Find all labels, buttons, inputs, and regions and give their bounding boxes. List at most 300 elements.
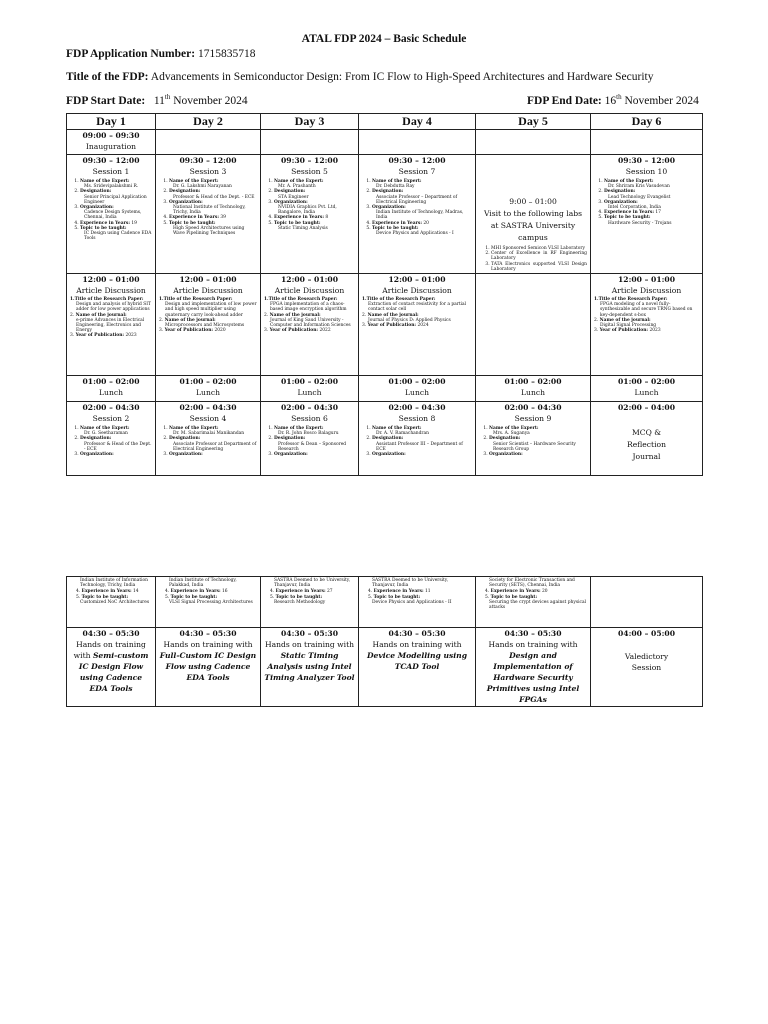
detail-label: Organization:	[80, 452, 114, 458]
detail-label: Topic to be taught:	[274, 220, 321, 226]
detail-item	[274, 200, 355, 216]
detail-value: Dr. G. Seetharaman	[84, 431, 128, 437]
session-title: Session 6	[291, 414, 328, 424]
journal-name: Microprocessors and Microsystems	[165, 323, 245, 329]
research-paper-details	[159, 297, 257, 333]
paper-title: FPGA modeling of a novel fully-synthesizable and secure TRNG based on key-dependent s-box	[600, 302, 693, 318]
detail-value: Device Physics and Applications - I	[376, 231, 454, 237]
detail-label: Topic to be taught:	[372, 225, 419, 231]
continued-cell-2	[156, 577, 261, 628]
paper-title-item	[70, 297, 152, 313]
session-time: 09:30 – 12:00	[82, 156, 140, 165]
year-item: 3. Year of Publication: 2022	[264, 328, 331, 334]
detail-value: 8	[325, 215, 329, 221]
detail-value: Senior Scientist – Hardware Security Research Group	[493, 441, 576, 452]
hands-on-text	[264, 639, 355, 683]
session-cell-3	[261, 155, 359, 274]
research-paper-details	[264, 297, 355, 333]
detail-value: Ms. Sridevipalakshmi R.	[84, 184, 139, 190]
expert-details	[264, 426, 355, 457]
detail-value: Dr. Shriram Kris Vasudevan	[608, 184, 670, 190]
session-cell-6	[591, 155, 703, 274]
detail-label: Topic to be taught:	[490, 594, 538, 600]
lunch-label: Lunch	[297, 388, 322, 398]
detail-item	[372, 205, 472, 221]
detail-item	[165, 595, 257, 605]
year-label: Year of Publication:	[367, 323, 417, 329]
empty-cell	[261, 130, 359, 155]
detail-label: Experience in Years:	[604, 210, 654, 216]
detail-item	[169, 200, 257, 216]
afternoon-cell-3	[261, 402, 359, 476]
hands-on-text	[159, 639, 257, 683]
lab-visit-cell	[476, 155, 591, 274]
hands-on-topic: Semi-custom IC Design Flow using Cadence EDA Tools	[78, 651, 149, 693]
expert-details	[594, 179, 699, 226]
session-title: Session 5	[291, 167, 328, 176]
detail-item	[274, 452, 355, 457]
hands-on-cell-6	[591, 628, 703, 707]
lab-visit-time: 9:00 – 01:00	[509, 197, 557, 206]
article-time: 12:00 – 01:00	[388, 275, 446, 285]
lunch-row	[67, 376, 703, 402]
detail-item	[80, 452, 152, 457]
detail-label: Organization:	[169, 452, 203, 458]
end-date-line	[527, 93, 699, 107]
hands-on-text	[479, 639, 587, 705]
expert-details	[70, 426, 152, 457]
hands-on-cell-3	[261, 628, 359, 707]
detail-label: Name of the Expert:	[169, 426, 219, 432]
start-date-rest: November 2024	[173, 94, 248, 107]
detail-value: Lead Technology Evangelist	[608, 194, 671, 200]
year-item: 3. Year of Publication: 2020	[159, 328, 226, 334]
article-cell-4	[359, 274, 476, 376]
detail-label: Name of the Expert:	[80, 179, 130, 184]
hands-on-topic: Device Modelling using TCAD Tool	[366, 651, 468, 671]
end-date-rest: November 2024	[624, 94, 699, 107]
paper-title-label: 1.Title of the Research Paper:	[362, 297, 436, 303]
detail-value: Dr. Debdutta Ray	[376, 184, 415, 190]
inauguration-label: Inauguration	[85, 142, 137, 151]
detail-item	[368, 595, 472, 605]
continued-details	[70, 578, 152, 605]
detail-item	[274, 426, 355, 436]
continued-cell-1	[67, 577, 156, 628]
journal-name: Journal of Physics D: Applied Physics	[368, 317, 451, 323]
end-date-sup: th	[616, 93, 622, 101]
detail-label: Topic to be taught:	[275, 594, 323, 600]
lab-item: 3. TATA Electronics supported VLSI Design Laboratory	[491, 262, 587, 272]
detail-label: Name of the Expert:	[274, 179, 324, 184]
session-time: 02:00 – 04:30	[504, 403, 562, 413]
hands-on-label: Hands on training with	[163, 640, 253, 649]
session-title: Session 8	[398, 414, 436, 424]
detail-value: Research Methodology	[274, 599, 326, 605]
fdp-title: Advancements in Semiconductor Design: From IC Flow to High-Speed Architectures and Hardware Security	[150, 71, 654, 83]
session-title: Session 3	[189, 167, 227, 176]
detail-item	[485, 595, 587, 611]
article-label: Article Discussion	[274, 286, 345, 296]
detail-label: Topic to be taught:	[80, 225, 127, 231]
detail-value: Professor & Dean – Sponsored Research	[278, 441, 347, 452]
continued-details-row	[67, 577, 703, 628]
research-paper-details	[594, 297, 699, 333]
hands-on-time: 04:30 – 05:30	[179, 629, 237, 638]
detail-value: 17	[655, 210, 661, 216]
inauguration-cell	[67, 130, 156, 155]
article-cell-5	[476, 274, 591, 376]
detail-label: Designation:	[274, 189, 306, 195]
detail-label: Organization:	[169, 199, 203, 205]
expert-details	[70, 179, 152, 241]
article-cell-3	[261, 274, 359, 376]
detail-value: Dr. A. V. Ramachandran	[376, 431, 429, 437]
article-cell-6	[591, 274, 703, 376]
lunch-cell-3	[261, 376, 359, 402]
hands-on-topic: Full-Custom IC Design Flow using Cadence EDA Tools	[159, 651, 257, 682]
detail-item	[270, 595, 355, 605]
article-label: Article Discussion	[611, 286, 682, 296]
detail-value: High Speed Architectures using Wave Pipelining Techniques	[173, 225, 245, 237]
detail-value: VLSI Signal Processing Architectures	[169, 599, 253, 605]
detail-item	[372, 179, 472, 189]
publication-year: 2023	[125, 333, 137, 339]
detail-value: 20	[541, 589, 548, 595]
organization-value: Indian Institute of Technology, Palakkad, India	[169, 578, 237, 589]
publication-year: 2023	[649, 328, 661, 334]
expert-details	[159, 426, 257, 457]
detail-value: Senior Principal Application Engineer	[84, 194, 147, 205]
detail-value: 11	[424, 589, 431, 595]
journal-name: Journal of King Saud University - Computer and Information Sciences	[270, 317, 351, 329]
research-paper-details	[70, 297, 152, 339]
detail-item	[274, 179, 355, 189]
session-time: 02:00 – 04:30	[82, 403, 140, 413]
article-time: 12:00 – 01:00	[281, 275, 338, 285]
afternoon-session-row	[67, 402, 703, 476]
end-date-label: FDP End Date:	[527, 94, 602, 107]
detail-value: Intel Corporation, India	[608, 205, 661, 211]
detail-value: IC Design using Cadence EDA Tools	[84, 231, 152, 242]
session-time: 02:00 – 04:30	[179, 403, 237, 413]
detail-value: 39	[220, 215, 226, 221]
lunch-time: 01:00 – 02:00	[388, 377, 446, 387]
start-date-label: FDP Start Date:	[66, 94, 146, 107]
session-time: 09:30 – 12:00	[618, 156, 675, 165]
detail-label: Experience in Years:	[274, 215, 324, 221]
hands-on-label: Hands on training with	[488, 640, 578, 649]
detail-value: Professor & Head of the Dept. - ECE	[84, 441, 152, 452]
detail-item	[80, 226, 152, 242]
article-label: Article Discussion	[382, 286, 452, 296]
detail-item	[169, 436, 257, 452]
publication-year: 2024	[417, 323, 429, 329]
day-header-4: Day 4	[359, 114, 476, 130]
detail-label: Organization:	[274, 452, 308, 458]
year-label: Year of Publication:	[269, 328, 319, 334]
hands-on-cell-1	[67, 628, 156, 707]
day-header-row	[67, 114, 703, 130]
paper-title: Design and implementation of low power and high speed multiplier using quaternary carry look-ahead adder	[165, 302, 257, 318]
expert-details	[165, 589, 257, 605]
detail-value: Static Timing Analysis	[278, 225, 328, 231]
detail-value: STA Engineer	[278, 194, 309, 200]
detail-label: Experience in Years:	[170, 589, 221, 595]
detail-label: Organization:	[489, 452, 523, 458]
detail-item	[80, 426, 152, 436]
detail-item	[80, 436, 152, 452]
detail-item	[372, 189, 472, 205]
continued-details	[159, 578, 257, 605]
mcq-reflection-journal: MCQ & Reflection Journal	[627, 428, 666, 462]
detail-item	[604, 179, 699, 189]
article-cell-1	[67, 274, 156, 376]
journal-label: Name of the journal:	[164, 317, 216, 323]
expert-details	[270, 589, 355, 605]
detail-item	[489, 452, 587, 457]
detail-item	[274, 221, 355, 231]
doc-title: ATAL FDP 2024 – Basic Schedule	[301, 33, 467, 45]
continued-details	[264, 578, 355, 605]
publication-year: 2022	[319, 328, 331, 334]
paper-title: Extraction of contact resistivity for a partial contact solar cell	[368, 302, 467, 313]
hands-on-topic: Design and Implementation of Hardware Security Primitives using Intel FPGAs	[486, 651, 580, 704]
day-header-5: Day 5	[476, 114, 591, 130]
paper-title-label: 1.Title of the Research Paper:	[594, 297, 668, 303]
detail-label: Topic to be taught:	[169, 220, 216, 226]
lunch-cell-1	[67, 376, 156, 402]
publication-year: 2020	[214, 328, 226, 334]
detail-item	[489, 436, 587, 452]
journal-item: 2. Name of the journal: Microprocessors and Microsystems	[159, 318, 257, 328]
year-item: 3. Year of Publication: 2023	[594, 328, 661, 334]
detail-label: Topic to be taught:	[170, 594, 218, 600]
lab-item: 1. MHI Sponsored Semicon VLSI Laboratory	[491, 246, 587, 251]
application-number-line	[66, 48, 255, 60]
detail-value: Associate Professor at Department of Electrical Engineering	[173, 441, 257, 452]
detail-label: Name of the Expert:	[80, 426, 130, 432]
end-date-day: 16	[604, 94, 617, 107]
detail-value: Associate Professor – Department of Electrical Engineering	[376, 194, 458, 205]
article-discussion-row	[67, 274, 703, 376]
hands-on-label: Hands on training with	[73, 640, 146, 660]
organization-value: Indian Institute of Information Technology, Trichy, India	[80, 578, 148, 589]
organization-value: Society for Electronic Transaction and Security (SETS), Chennai, India	[489, 578, 575, 589]
paper-title-label: 1.Title of the Research Paper:	[264, 297, 338, 303]
day-header-6: Day 6	[591, 114, 703, 130]
hands-on-text	[70, 639, 152, 694]
detail-label: Designation:	[489, 436, 521, 442]
session-time: 02:00 – 04:30	[388, 403, 446, 413]
detail-label: Topic to be taught:	[373, 594, 421, 600]
start-date-line	[66, 93, 248, 107]
detail-value: Hardware Security - Trojans	[608, 220, 672, 226]
session-title: Session 2	[92, 414, 130, 424]
inauguration-time: 09:00 – 09:30	[82, 131, 140, 140]
lunch-time: 01:00 – 02:00	[618, 377, 675, 387]
lunch-label: Lunch	[99, 388, 123, 398]
expert-details	[76, 589, 152, 605]
lunch-time: 01:00 – 02:00	[504, 377, 562, 387]
detail-label: Experience in Years:	[372, 220, 422, 226]
year-item: 3. Year of Publication: 2023	[70, 333, 137, 339]
detail-label: Organization:	[372, 452, 406, 458]
session-time: 09:30 – 12:00	[179, 156, 237, 165]
lunch-cell-2	[156, 376, 261, 402]
detail-label: Designation:	[372, 189, 404, 195]
detail-item	[169, 452, 257, 457]
start-date-sup: th	[164, 93, 171, 101]
journal-label: Name of the journal:	[367, 312, 419, 318]
session-title: Session 10	[625, 167, 668, 176]
valedictory-session: Valedictory Session	[624, 652, 669, 672]
detail-label: Experience in Years:	[169, 215, 219, 221]
lunch-time: 01:00 – 02:00	[179, 377, 237, 387]
paper-title-item	[594, 297, 699, 318]
empty-cell	[591, 130, 703, 155]
detail-value: Dr. G. Lakshmi Narayanan	[173, 184, 232, 190]
lunch-label: Lunch	[521, 388, 545, 398]
paper-title-item	[264, 297, 355, 313]
journal-item: 2. Name of the journal: Digital Signal Processing	[594, 318, 699, 328]
expert-details	[362, 179, 472, 236]
detail-value: 14	[132, 589, 139, 595]
paper-title-item	[159, 297, 257, 318]
article-time: 12:00 – 01:00	[82, 275, 140, 285]
session-time: 02:00 – 04:30	[281, 403, 338, 413]
detail-item	[169, 179, 257, 189]
year-label: Year of Publication:	[75, 333, 125, 339]
year-item: 3. Year of Publication: 2024	[362, 323, 429, 329]
afternoon-cell-2	[156, 402, 261, 476]
continued-details	[479, 578, 587, 610]
detail-item	[372, 426, 472, 436]
hands-on-cell-4	[359, 628, 476, 707]
detail-value: Mrs. A. Suganya	[493, 431, 530, 437]
session-time: 09:30 – 12:00	[388, 156, 446, 165]
detail-label: Name of the Expert:	[372, 426, 422, 432]
afternoon-cell-4	[359, 402, 476, 476]
lunch-label: Lunch	[196, 388, 220, 398]
expert-details	[362, 426, 472, 457]
journal-item: 2. Name of the journal: Journal of Physics D: Applied Physics	[362, 313, 472, 323]
year-label: Year of Publication:	[599, 328, 649, 334]
detail-label: Designation:	[372, 436, 404, 442]
expert-details	[368, 589, 472, 605]
detail-value: 20	[423, 220, 429, 226]
article-cell-2	[156, 274, 261, 376]
detail-item	[80, 179, 152, 189]
detail-label: Experience in Years:	[490, 589, 541, 595]
journal-label: Name of the journal:	[75, 312, 127, 318]
detail-value: Dr. M. Sabarimalai Manikandan	[173, 431, 245, 437]
continued-details	[362, 578, 472, 605]
detail-label: Experience in Years:	[81, 589, 132, 595]
hands-on-topic: Static Timing Analysis using Intel Timing Analyzer Tool	[264, 651, 355, 682]
detail-label: Name of the Expert:	[372, 179, 422, 184]
paper-title-label: 1.Title of the Research Paper:	[70, 297, 144, 303]
hands-on-label: Hands on training with	[264, 640, 355, 649]
detail-label: Organization:	[604, 199, 638, 205]
empty-cell	[156, 130, 261, 155]
lunch-time: 01:00 – 02:00	[281, 377, 338, 387]
start-date-day: 11	[153, 94, 165, 107]
detail-label: Topic to be taught:	[81, 594, 129, 600]
inauguration-row	[67, 130, 703, 155]
paper-title: FPGA implementation of a chaos-based image encryption algorithm	[270, 302, 347, 313]
detail-value: Customized NoC Architectures	[80, 599, 150, 605]
session-cell-4	[359, 155, 476, 274]
detail-item	[76, 595, 152, 605]
hands-on-cell-5	[476, 628, 591, 707]
journal-name: Digital Signal Processing	[600, 323, 657, 329]
detail-item	[372, 436, 472, 452]
expert-details	[479, 426, 587, 457]
detail-value: Dr. R. John Bosco Balaguru	[278, 431, 339, 437]
detail-value: Device Physics and Applications - II	[372, 599, 452, 605]
hands-on-row	[67, 628, 703, 707]
afternoon-cell-1	[67, 402, 156, 476]
detail-label: Designation:	[274, 436, 306, 442]
journal-label: Name of the journal:	[599, 317, 651, 323]
detail-label: Designation:	[604, 189, 636, 195]
organization-value: SASTRA Deemed to be University, Thanjavur, India	[274, 578, 351, 589]
detail-label: Designation:	[169, 189, 201, 195]
journal-name: e-prime Advances in Electrical Engineering, Electronics and Energy	[76, 317, 145, 334]
session-time: 02:00 – 04:00	[618, 403, 675, 413]
afternoon-cell-6	[591, 402, 703, 476]
detail-value: National Institute of Technology, Trichy, India	[173, 205, 246, 216]
lunch-cell-6	[591, 376, 703, 402]
hands-on-text	[362, 639, 472, 672]
detail-label: Name of the Expert:	[489, 426, 539, 432]
detail-label: Organization:	[80, 205, 114, 211]
lunch-time: 01:00 – 02:00	[82, 377, 140, 387]
application-number-label: FDP Application Number:	[66, 48, 196, 60]
detail-value: 27	[326, 589, 333, 595]
empty-cell	[359, 130, 476, 155]
research-paper-details	[362, 297, 472, 328]
hands-on-time: 04:30 – 05:30	[281, 629, 338, 638]
detail-item	[274, 189, 355, 199]
expert-details	[159, 179, 257, 236]
empty-cell	[476, 130, 591, 155]
hands-on-label: Hands on training with	[372, 640, 462, 649]
fdp-title-line	[66, 71, 653, 83]
detail-item	[80, 189, 152, 205]
detail-value: Indian Institute of Technology, Madras, India	[376, 210, 464, 221]
lunch-label: Lunch	[634, 388, 659, 398]
article-time: 12:00 – 01:00	[179, 275, 237, 285]
hands-on-time: 04:30 – 05:30	[82, 629, 140, 638]
detail-label: Designation:	[169, 436, 201, 442]
detail-value: Securing the crypt devices against physical attacks	[489, 599, 586, 611]
fdp-title-label: Title of the FDP:	[66, 71, 149, 83]
detail-label: Experience in Years:	[80, 220, 130, 226]
continued-cell-6	[591, 577, 703, 628]
paper-title: Design and analysis of hybrid SIT adder for low power applications	[76, 302, 151, 313]
session-time: 09:30 – 12:00	[281, 156, 338, 165]
detail-value: Assistant Professor III – Department of ECE	[376, 441, 463, 452]
year-label: Year of Publication:	[164, 328, 214, 334]
journal-item: 2. Name of the journal: e-prime Advances in Electrical Engineering, Electronics and Energy	[70, 313, 152, 334]
expert-details	[264, 179, 355, 231]
detail-item	[274, 436, 355, 452]
detail-item	[604, 215, 699, 225]
detail-label: Designation:	[80, 189, 112, 195]
detail-label: Designation:	[80, 436, 112, 442]
